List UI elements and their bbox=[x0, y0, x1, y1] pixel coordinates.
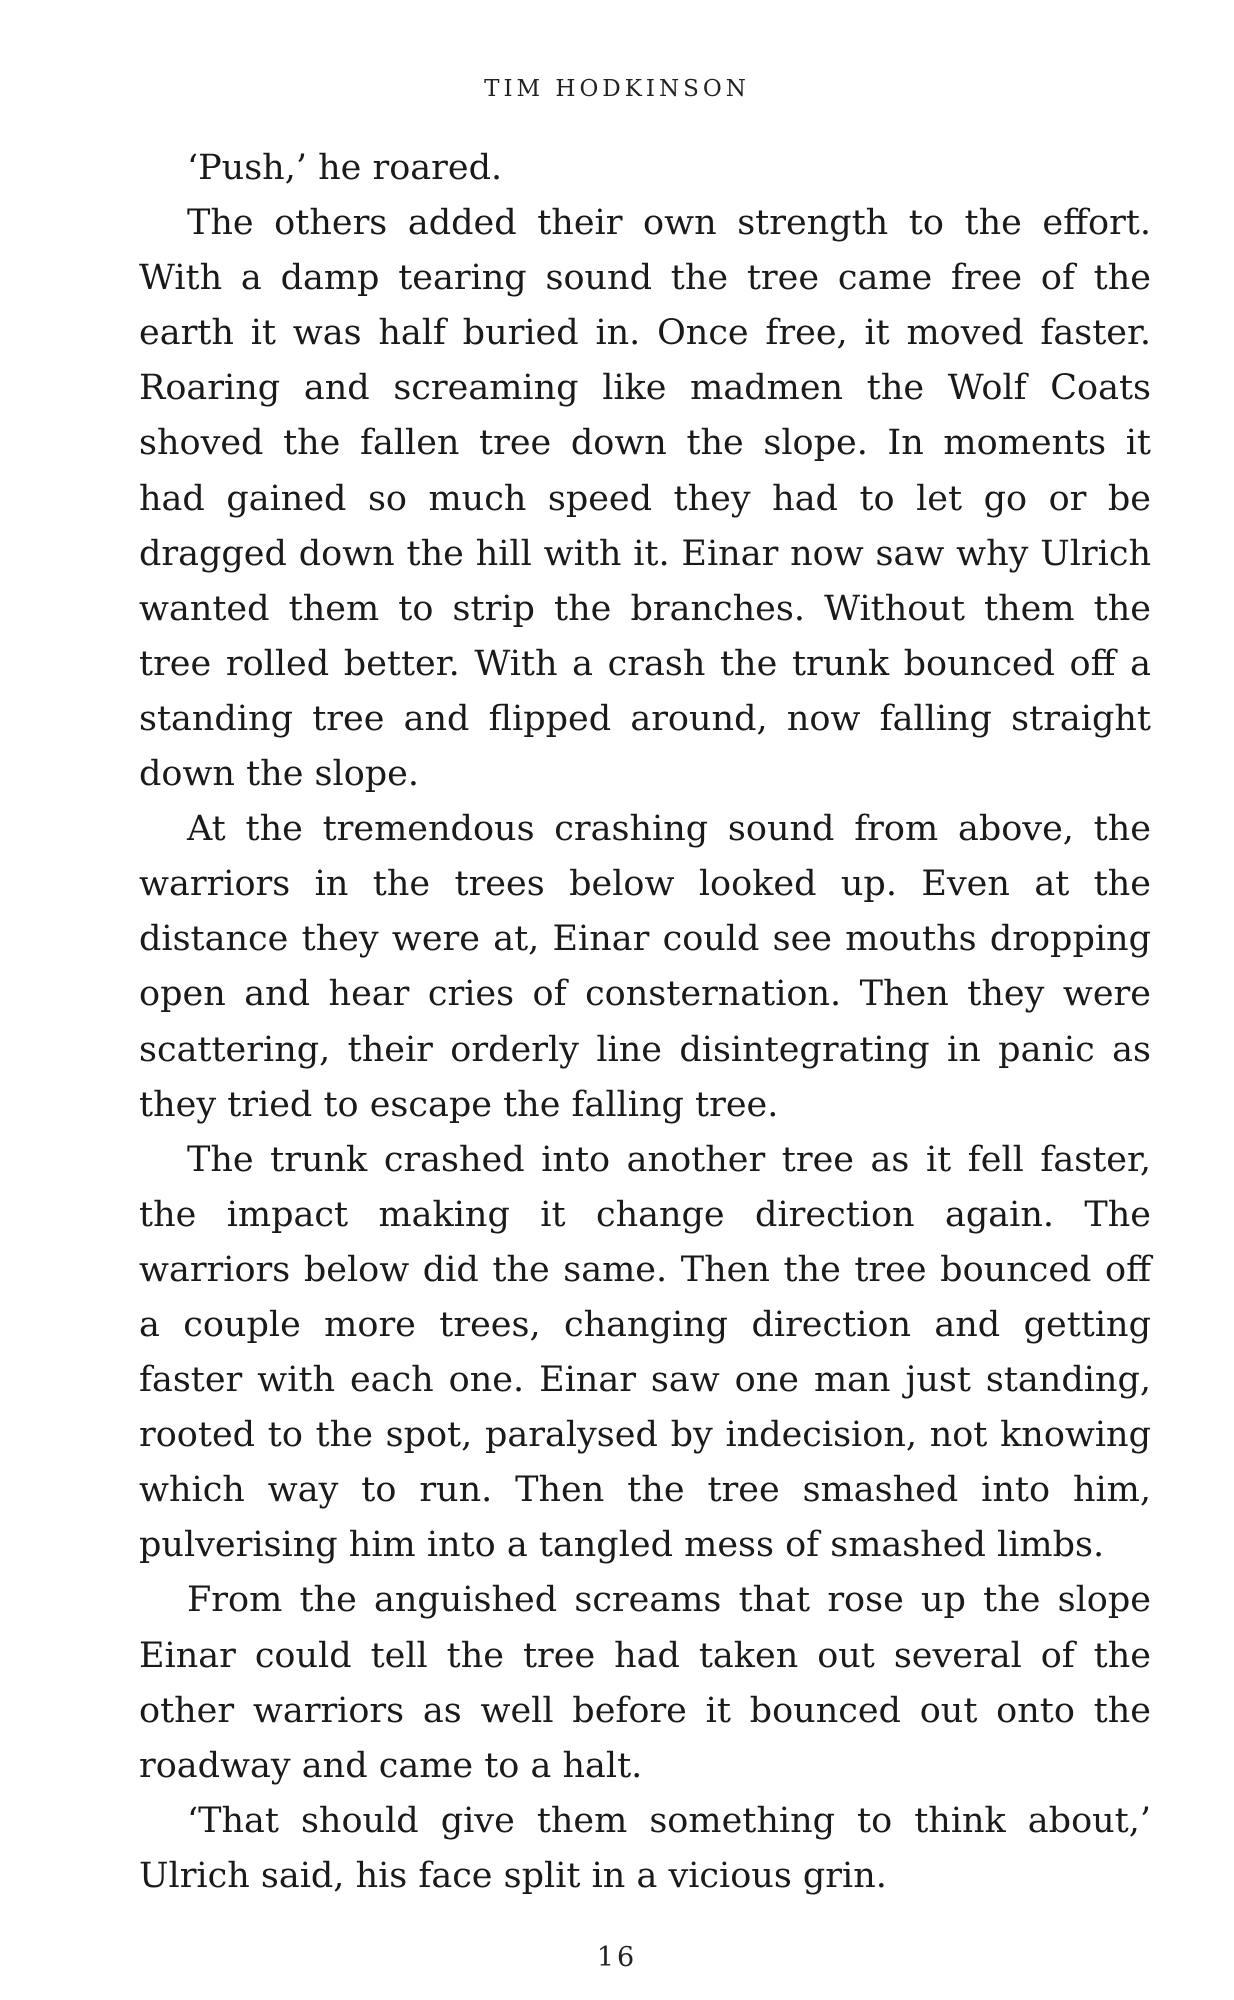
paragraph: The others added their own strength to the effort. With a damp tearing sound the tree came free of the earth it was half buried in. Once free, it moved faster. Roaring and screaming like madmen the Wolf Coats shoved the fallen tree down the slope. In moments it had gained so much speed they had to let go or be dragged down the hill with it. Einar now saw why Ulrich wanted them to strip the branches. Without them the tree rolled better. With a crash the trunk bounced off a standing tree and flipped around, now falling straight down the slope. bbox=[139, 203, 1151, 795]
paragraph: From the anguished screams that rose up the slope Einar could tell the tree had taken out several of the other warriors as well before it bounced out onto the roadway and came to a halt. bbox=[139, 1580, 1151, 1786]
running-head: TIM HODKINSON bbox=[484, 76, 750, 102]
paragraph: ‘Push,’ he roared. bbox=[187, 148, 503, 188]
paragraph: At the tremendous crashing sound from above, the warriors in the trees below looked up. Even at the distance they were at, Einar could see mouths dropping open and hear cries of consternation. Then they were scattering, their orderly line disintegrating in panic as they tried to escape the falling tree. bbox=[139, 809, 1151, 1125]
paragraph: ‘That should give them something to think about,’ Ulrich said, his face split in a vicious grin. bbox=[139, 1800, 1151, 1896]
body-text bbox=[139, 141, 1151, 1904]
page-number: 16 bbox=[596, 1942, 638, 1973]
paragraph: The trunk crashed into another tree as it fell faster, the impact making it change direction again. The warriors below did the same. Then the tree bounced off a couple more trees, changing direction and getting faster with each one. Einar saw one man just standing, rooted to the spot, paralysed by indecision, not knowing which way to run. Then the tree smashed into him, pulverising him into a tangled mess of smashed limbs. bbox=[139, 1139, 1151, 1566]
